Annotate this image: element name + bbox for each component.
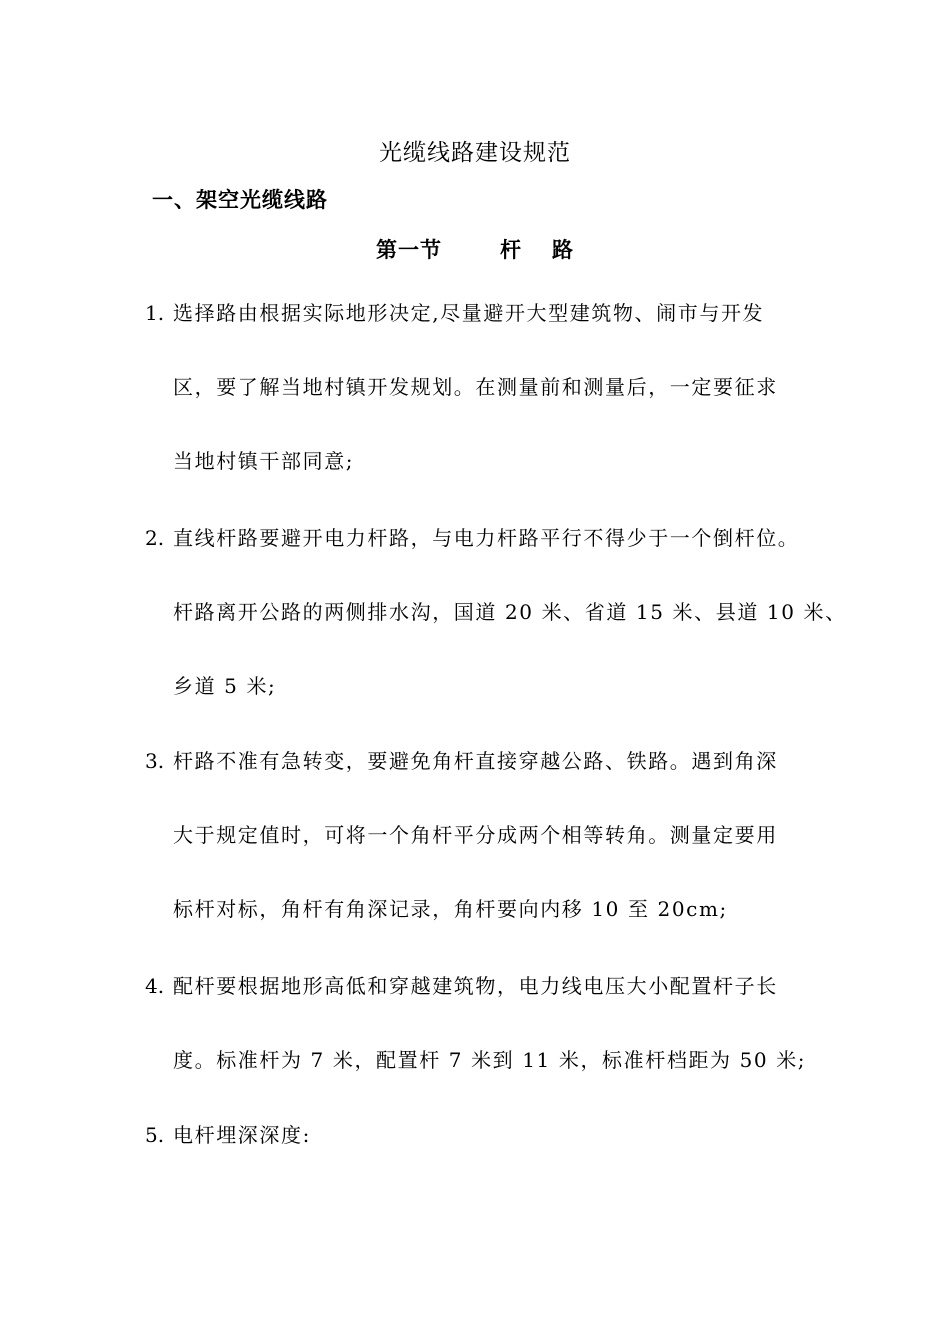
list-item-line: 乡道 5 米; xyxy=(173,674,277,698)
list-item-first-line: 3. 杆路不准有急转变，要避免角杆直接穿越公路、铁路。遇到角深 xyxy=(145,724,825,798)
list-item xyxy=(145,724,825,946)
list-item-line: 大于规定值时，可将一个角杆平分成两个相等转角。测量定要用 xyxy=(173,823,778,847)
list-item-number: 1. xyxy=(145,301,165,325)
list-item-first-line: 5. 电杆埋深深度: xyxy=(145,1098,825,1172)
list-item-number: 2. xyxy=(145,526,165,550)
list-item-line: 杆路离开公路的两侧排水沟，国道 20 米、省道 15 米、县道 10 米、 xyxy=(173,600,847,624)
list-item xyxy=(145,949,825,1097)
list-item-line: 度。标准杆为 7 米，配置杆 7 米到 11 米，标准杆档距为 50 米; xyxy=(173,1048,807,1072)
section-heading: 一、架空光缆线路 xyxy=(152,187,328,212)
list-item-number: 4. xyxy=(145,974,165,998)
list-item-line: 区，要了解当地村镇开发规划。在测量前和测量后，一定要征求 xyxy=(173,375,778,399)
list-item xyxy=(145,1098,825,1172)
subsection-name-part1: 杆 xyxy=(500,237,522,262)
list-item-number: 5. xyxy=(145,1123,165,1147)
list-item-line: 当地村镇干部同意; xyxy=(173,449,355,473)
list-item-first-line: 4. 配杆要根据地形高低和穿越建筑物，电力线电压大小配置杆子长 xyxy=(145,949,825,1023)
subsection-name-part2: 路 xyxy=(552,237,574,262)
list-item-first-line: 2. 直线杆路要避开电力杆路，与电力杆路平行不得少于一个倒杆位。 xyxy=(145,501,825,575)
list-item xyxy=(145,276,825,498)
list-item-first-line: 1. 选择路由根据实际地形决定,尽量避开大型建筑物、闹市与开发 xyxy=(145,276,825,350)
subsection-heading xyxy=(0,234,950,266)
list-item-line: 标杆对标，角杆有角深记录，角杆要向内移 10 至 20cm; xyxy=(173,897,728,921)
subsection-label: 第一节 xyxy=(376,237,442,262)
list-item-number: 3. xyxy=(145,749,165,773)
list-item xyxy=(145,501,847,723)
document-title: 光缆线路建设规范 xyxy=(379,140,571,166)
